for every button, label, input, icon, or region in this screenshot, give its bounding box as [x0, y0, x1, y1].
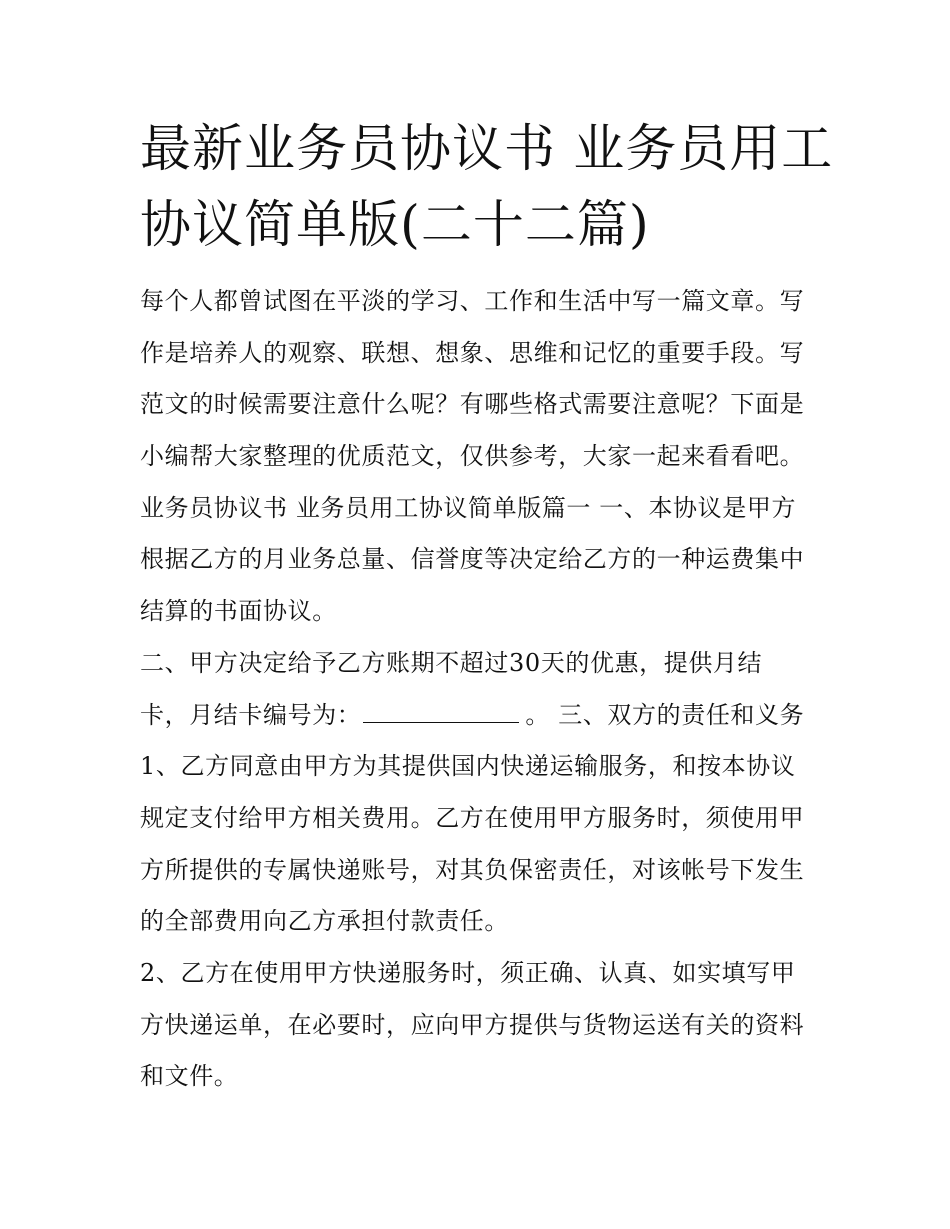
card-number-line — [140, 690, 830, 742]
title-line-2: 协议简单版(二十二篇) — [140, 196, 650, 255]
body-line: 作是培养人的观察、联想、想象、思维和记忆的重要手段。写 — [140, 338, 805, 367]
body-line: 方快递运单，在必要时，应向甲方提供与货物运送有关的资料 — [140, 1010, 805, 1039]
body-line: 范文的时候需要注意什么呢？有哪些格式需要注意呢？下面是 — [140, 390, 805, 419]
body-line: 的全部费用向乙方承担付款责任。 — [140, 907, 509, 936]
body-line: 业务员协议书 业务员用工协议简单版篇一 一、本协议是甲方 — [140, 493, 797, 522]
body-line: 根据乙方的月业务总量、信誉度等决定给乙方的一种运费集中 — [140, 545, 805, 574]
card-line-tail: 。 三、双方的责任和义务 — [525, 700, 805, 729]
body-line: 1、乙方同意由甲方为其提供国内快递运输服务，和按本协议 — [140, 752, 796, 781]
title-line-1: 最新业务员协议书 业务员用工 — [140, 120, 834, 179]
body-line: 方所提供的专属快递账号，对其负保密责任，对该帐号下发生 — [140, 855, 805, 884]
body-line: 结算的书面协议。 — [140, 597, 337, 626]
document-body — [140, 276, 830, 1103]
body-line: 和文件。 — [140, 1062, 239, 1091]
body-line: 每个人都曾试图在平淡的学习、工作和生活中写一篇文章。写 — [140, 287, 805, 315]
body-line: 小编帮大家整理的优质范文，仅供参考，大家一起来看看吧。 — [140, 442, 805, 471]
body-line: 二、甲方决定给予乙方账期不超过30天的优惠，提供月结 — [140, 648, 763, 677]
card-number-label: 卡，月结卡编号为： — [140, 700, 362, 729]
card-number-blank — [363, 704, 519, 723]
body-line: 规定支付给甲方相关费用。乙方在使用甲方服务时，须使用甲 — [140, 803, 805, 832]
document-title — [140, 112, 834, 264]
body-line: 2、乙方在使用甲方快递服务时，须正确、认真、如实填写甲 — [140, 958, 796, 987]
